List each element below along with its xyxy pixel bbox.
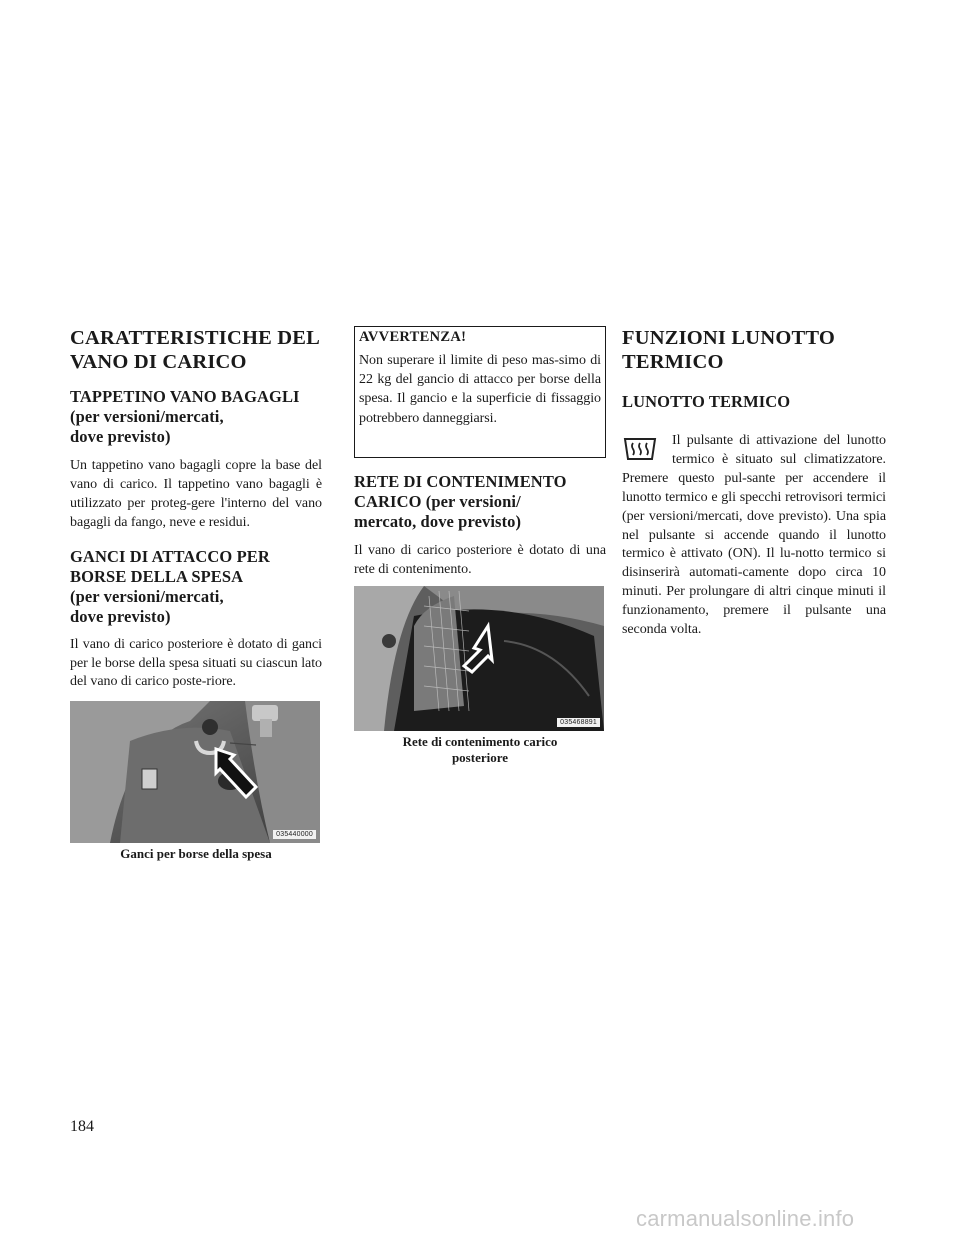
section-heading-cargo-net (354, 472, 606, 532)
rear-defroster-text: Il pulsante di attivazione del lunotto termico è situato sul climatizzatore. Premere questo pul-sante per accendere il lunotto termico e gli specchi retrovisori termici (per versioni/mercati, dove previsto). Una spia nel pulsante si accende quando il lunotto termico è attivato (ON). Il lu-notto termico si disinserirà automati-camente dopo circa 10 minuti. Per prolungare di altri cinque minuti il funzionamento, premere il pulsante una seconda volta. (622, 433, 886, 638)
heading-line: CARICO (per versioni/ (354, 492, 521, 511)
warning-title: AVVERTENZA! (359, 329, 467, 345)
grocery-hooks-text: Il vano di carico posteriore è dotato di ganci per le borse della spesa situati su ciascun lato del vano di carico poste-riore. (70, 636, 322, 690)
grocery-hooks-figure (70, 701, 320, 843)
page-title-text: CARATTERISTICHE DEL VANO DI CARICO (70, 327, 319, 373)
figure-caption: Ganci per borse della spesa (120, 846, 272, 862)
caption-line: posteriore (451, 749, 509, 765)
caption-line: Rete di contenimento carico (402, 733, 558, 749)
page-title (70, 326, 322, 374)
section-heading-grocery-hooks (70, 547, 322, 627)
heading-line: (per versioni/mercati, (70, 407, 224, 426)
page-number: 184 (70, 1118, 94, 1135)
section-heading-trunk-mat (70, 387, 322, 447)
warning-text: Non superare il limite di peso mas-simo di 22 kg del gancio di attacco per borse della spesa. Il gancio e la superficie di fissaggio potrebbero danneggiarsi. (359, 353, 601, 426)
heading-line: TAPPETINO VANO BAGAGLI (70, 387, 300, 406)
figure-code: 035440000 (273, 830, 316, 839)
column-left (70, 326, 322, 862)
cargo-net-figure (354, 586, 604, 731)
watermark: carmanualsonline.info (636, 1206, 855, 1231)
trunk-mat-text: Un tappetino vano bagagli copre la base del vano di carico. Il tappetino vano bagagli è utilizzato per proteg-gere l'interno del vano bagagli da fango, neve e residui. (70, 458, 322, 530)
title-line: TERMICO (622, 351, 724, 373)
heading-line: BORSE DELLA SPESA (70, 566, 244, 586)
figure-caption (354, 734, 606, 766)
column-right (622, 326, 886, 640)
heading-line: dove previsto) (70, 427, 171, 446)
warning-box (354, 326, 606, 458)
heading-line: (per versioni/mercati, (70, 586, 224, 606)
rear-defrost-icon (622, 435, 658, 463)
cargo-net-photo (354, 586, 604, 731)
column-middle (354, 326, 606, 766)
heading-line: RETE DI CONTENIMENTO (354, 472, 567, 491)
sub-heading-rear-defroster: LUNOTTO TERMICO (622, 392, 791, 411)
section-title-rear-window (622, 326, 886, 374)
grocery-hooks-photo (70, 701, 320, 843)
cargo-net-text: Il vano di carico posteriore è dotato di una rete di contenimento. (354, 543, 606, 577)
heading-line: mercato, dove previsto) (354, 512, 522, 531)
figure-code: 035468891 (557, 718, 600, 727)
title-line: FUNZIONI LUNOTTO (622, 327, 835, 349)
rear-defroster-body (622, 432, 886, 640)
heading-line: dove previsto) (70, 606, 171, 626)
heading-line: GANCI DI ATTACCO PER (70, 546, 270, 566)
